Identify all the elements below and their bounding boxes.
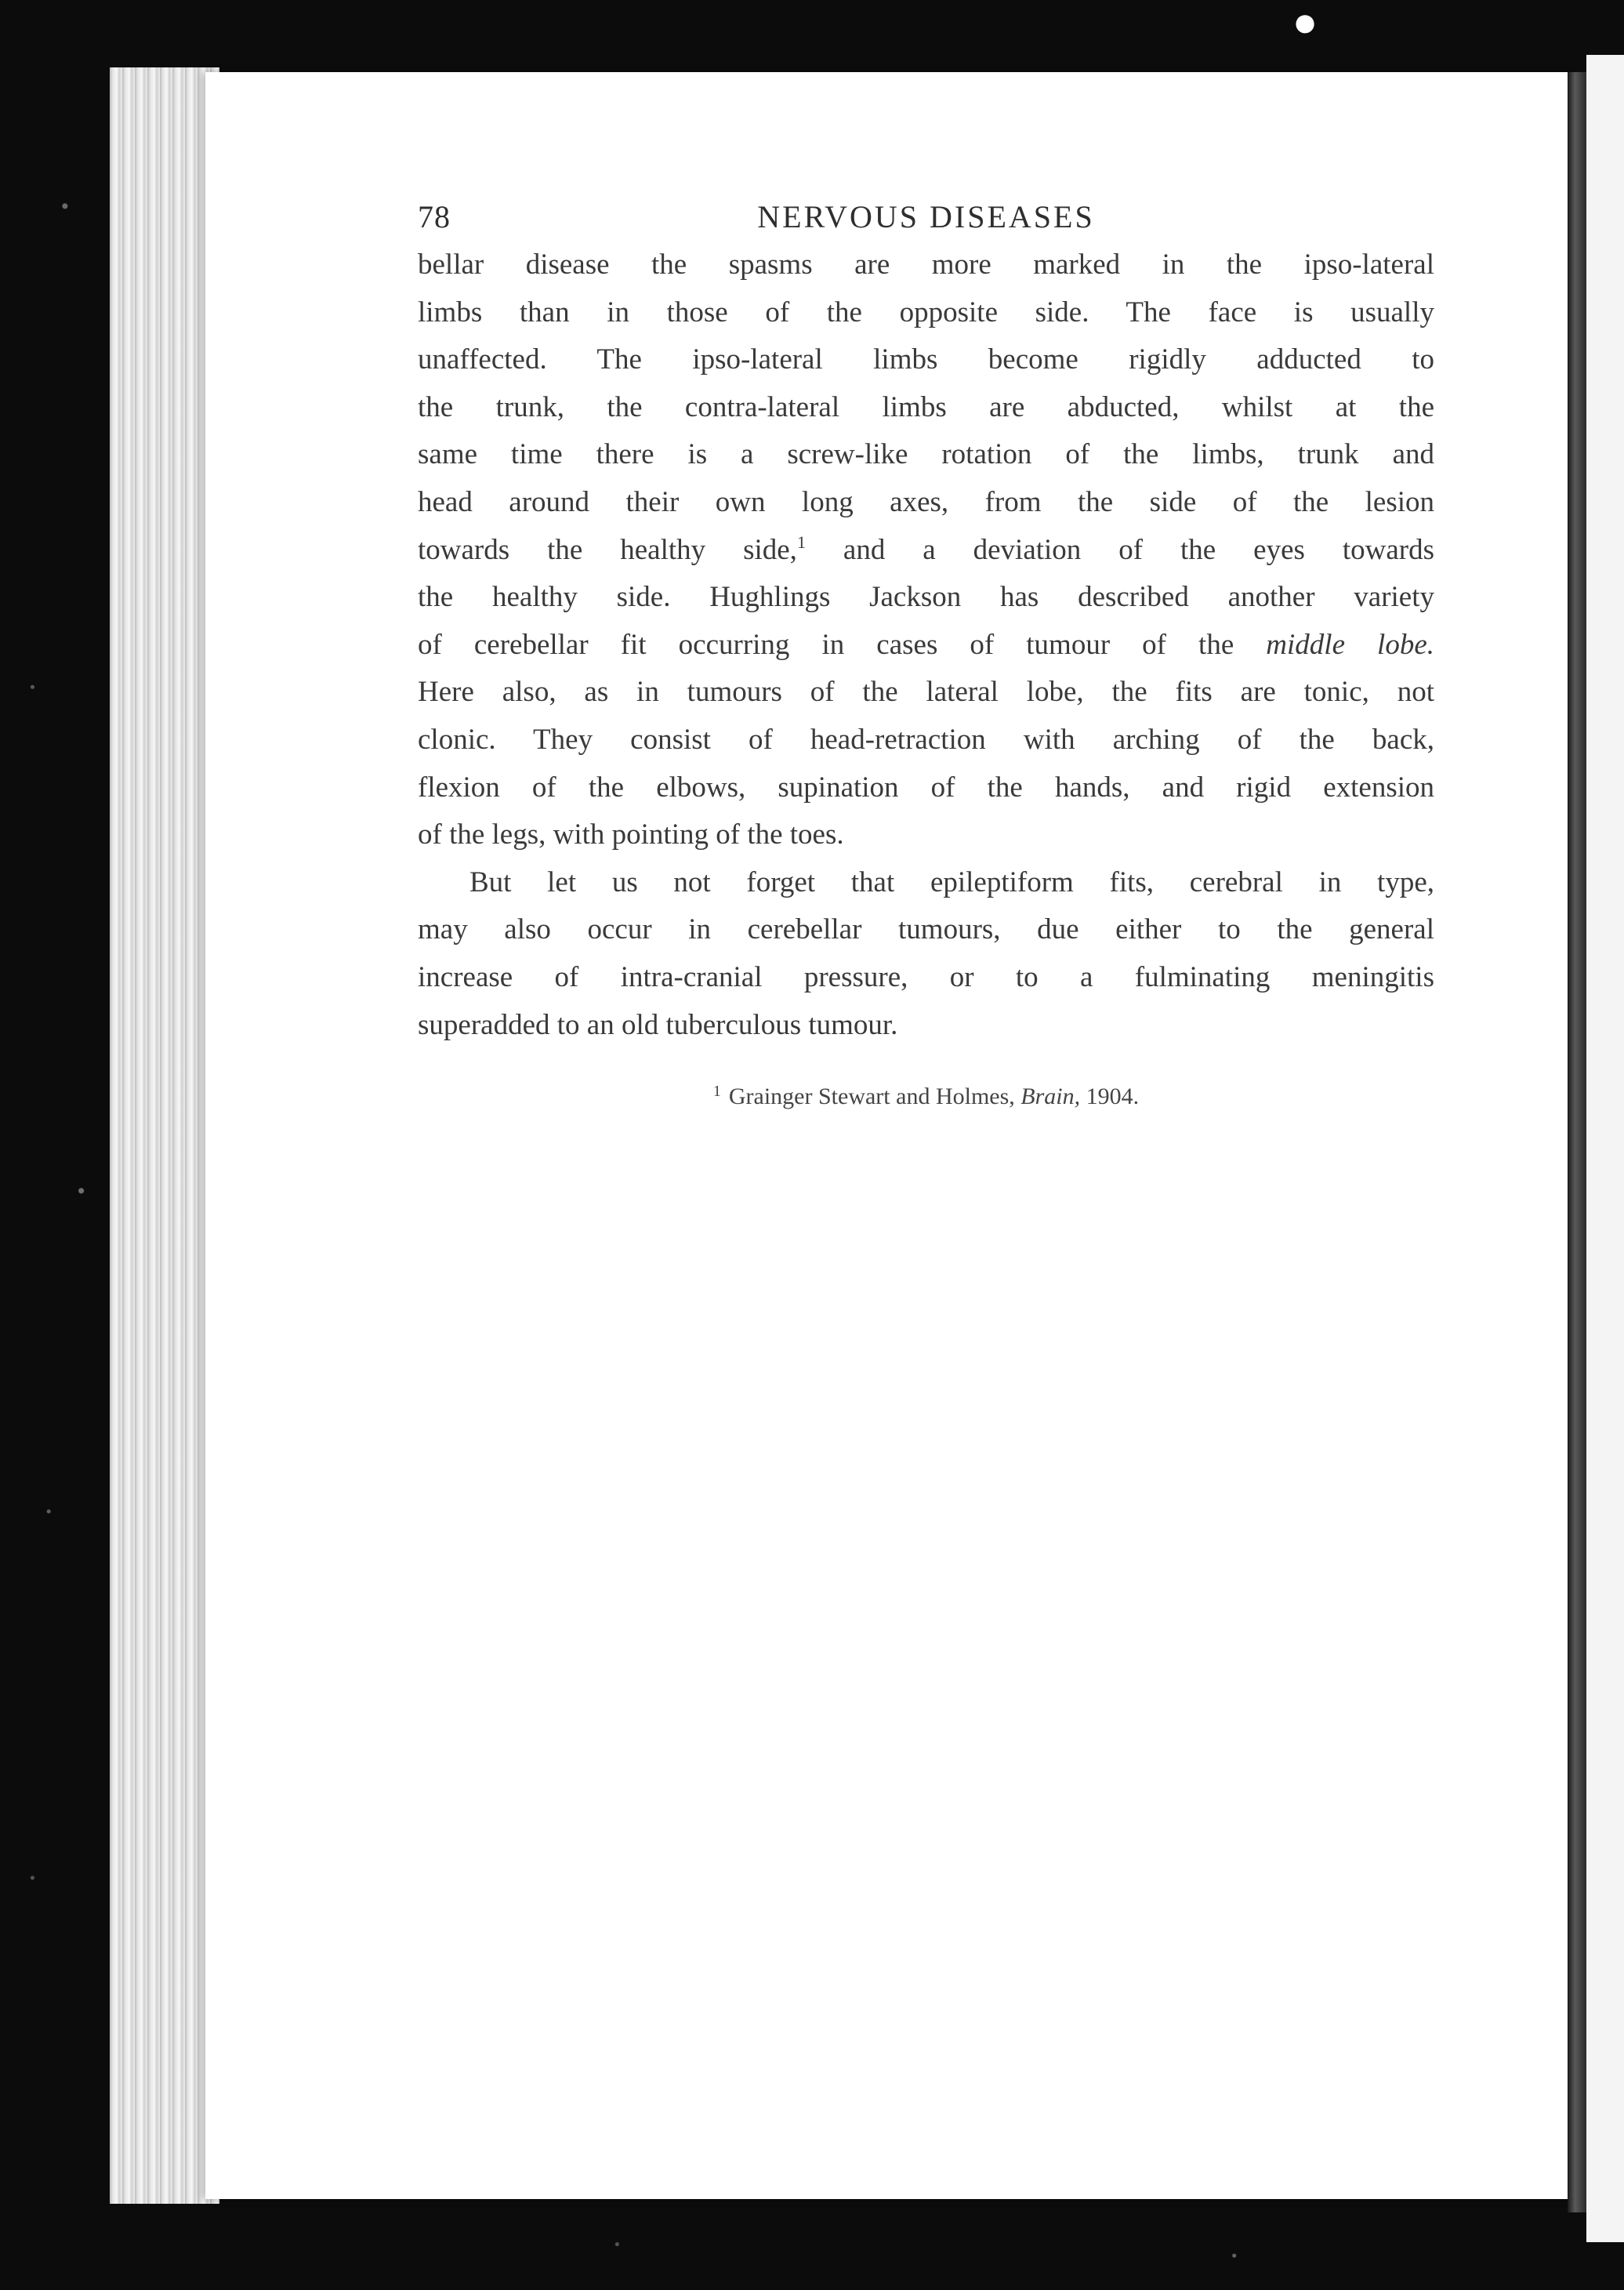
text-line: the trunk, the contra-lateral limbs are abducted, whilst at the	[418, 390, 1434, 423]
footnote-journal: Brain,	[1020, 1083, 1081, 1110]
text-line: flexion of the elbows, supination of the hands, and rigid extension	[418, 771, 1434, 804]
footnote-marker: 1	[712, 1083, 721, 1101]
page-text	[418, 194, 1434, 1112]
text-segment: towards the healthy side,	[418, 533, 797, 566]
text-line: of the legs, with pointing of the toes.	[418, 818, 844, 851]
running-title: NERVOUS DISEASES	[757, 199, 1095, 234]
text-line: unaffected. The ipso-lateral limbs become rigidly adducted to	[418, 343, 1434, 376]
footnote-authors: Grainger Stewart and Holmes,	[728, 1083, 1015, 1110]
text-line: clonic. They consist of head-retraction with arching of the back,	[418, 723, 1434, 756]
scan-artifact: ●	[1292, 0, 1318, 45]
text-line: superadded to an old tuberculous tumour.	[418, 1008, 898, 1041]
text-line: But let us not forget that epileptiform fits, cerebral in type,	[469, 866, 1434, 898]
italic-term: middle lobe.	[1266, 628, 1434, 661]
text-segment: of cerebellar fit occurring in cases of tumour of the	[418, 628, 1234, 661]
book-binding	[1568, 72, 1586, 2212]
text-line: limbs than in those of the opposite side. The face is usually	[418, 296, 1434, 328]
footnote	[418, 1076, 1434, 1112]
text-line-with-italic	[418, 622, 1434, 670]
text-line: the healthy side. Hughlings Jackson has described another variety	[418, 581, 1434, 614]
text-line-with-note	[418, 527, 1434, 575]
footnote-year: 1904.	[1086, 1083, 1140, 1110]
facing-page-edge	[1586, 55, 1624, 2242]
paragraph-1	[418, 241, 1434, 859]
text-line: bellar disease the spasms are more marked in the ipso-lateral	[418, 249, 1434, 281]
page-edges	[110, 67, 219, 2204]
text-line: increase of intra-cranial pressure, or to a fulminating meningitis	[418, 960, 1434, 993]
running-head	[418, 194, 1434, 240]
footnote-reference: 1	[796, 532, 806, 552]
text-line: Here also, as in tumours of the lateral lobe, the fits are tonic, not	[418, 676, 1434, 709]
page-number: 78	[418, 199, 451, 234]
text-line: same time there is a screw-like rotation of the limbs, trunk and	[418, 438, 1434, 471]
text-line: may also occur in cerebellar tumours, due either to the general	[418, 913, 1434, 946]
paragraph-2	[418, 859, 1434, 1049]
text-segment: and a deviation of the eyes towards	[843, 533, 1434, 566]
text-line: head around their own long axes, from the side of the lesion	[418, 485, 1434, 518]
